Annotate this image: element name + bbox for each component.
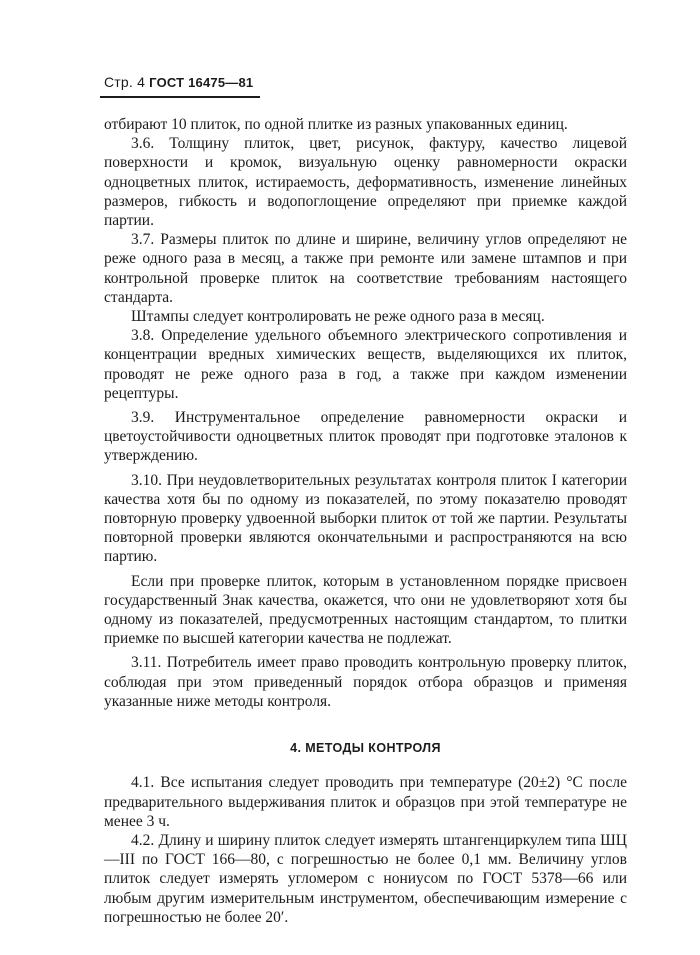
page-number: Стр. 4 — [104, 74, 146, 90]
paragraph-3-10: 3.10. При неудовлетворительных результатах контроля плиток I категории качества хотя бы по одному из показателей, по этому показателю проводят повторную проверку удвоенной выборки плиток от той же партии. Результаты повторной проверки являются окончательными и распространяются на всю партию. — [104, 471, 627, 566]
page-header — [104, 74, 253, 90]
paragraph-continuation: отбирают 10 плиток, по одной плитке из разных упакованных единиц. — [104, 116, 568, 133]
paragraph-3-8: 3.8. Определение удельного объемного электрического сопротивления и концентрации вредных химических веществ, выделяющихся их плиток, проводят не реже одного раза в год, а также при каждом изменении рецептуры. — [104, 327, 627, 402]
paragraph-3-7: 3.7. Размеры плиток по длине и ширине, величину углов определяют не реже одного раза в месяц, а также при ремонте или замене штампов и при контрольной проверке плиток на соответствие требованиям настоящего стандарта. — [104, 231, 627, 306]
document-body — [104, 115, 627, 927]
header-rule — [100, 96, 260, 98]
paragraph-3-9: 3.9. Инструментальное определение равномерности окраски и цветоустойчивости одноцветных плиток проводят при подготовке эталонов к утверждению. — [104, 409, 627, 465]
paragraph-4-1: 4.1. Все испытания следует проводить при температуре (20±2) °С после предварительного выдерживания плиток и образцов при этой температуре не менее 3 ч. — [104, 774, 627, 830]
paragraph-3-11: 3.11. Потребитель имеет право проводить контрольную проверку плиток, соблюдая при этом приведенный порядок отбора образцов и применяя указанные ниже методы контроля. — [104, 654, 627, 710]
paragraph-quality-mark: Если при проверке плиток, которым в установленном порядке присвоен государственный Знак качества, окажется, что они не удовлетворяют хотя бы одному из показателей, предусмотренных настоящим стандартом, то плитки приемке по высшей категории качества не подлежат. — [104, 572, 627, 648]
paragraph-3-6: 3.6. Толщину плиток, цвет, рисунок, фактуру, качество лицевой поверхности и кромок, визуальную оценку равномерности окраски одноцветных плиток, истираемость, деформативность, изменение линейных размеров, гибкость и водопоглощение определяют при приемке каждой партии. — [104, 135, 627, 230]
section-heading: 4. МЕТОДЫ КОНТРОЛЯ — [290, 741, 441, 756]
paragraph-4-2: 4.2. Длину и ширину плиток следует измерять штангенциркулем типа ШЦ—III по ГОСТ 166—80, с погрешностью не более 0,1 мм. Величину углов плиток следует измерять угломером с нониусом по ГОСТ 5378—66 или любым другим измерительным инструментом, обеспечивающим измерение с погрешностью не более 20′. — [104, 831, 627, 926]
paragraph-stamps: Штампы следует контролировать не реже одного раза в месяц. — [131, 308, 545, 326]
standard-code: ГОСТ 16475—81 — [149, 75, 254, 90]
